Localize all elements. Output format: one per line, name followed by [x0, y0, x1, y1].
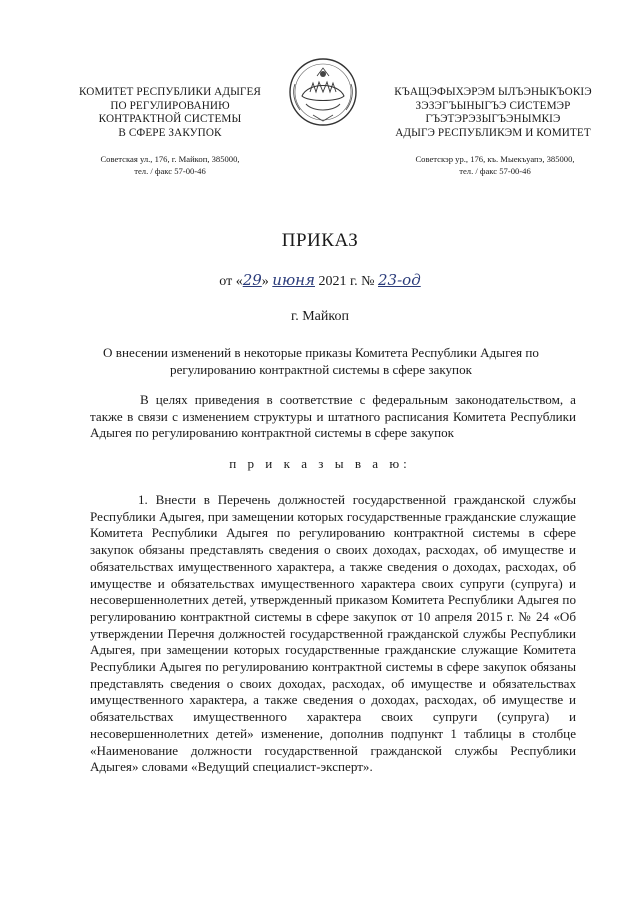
right-address — [380, 153, 610, 177]
left-address — [60, 153, 280, 177]
right-org-line: ГЪЭТЭРЭЗЫГЪЭНЫМКIЭ — [425, 113, 561, 126]
document-title: ПРИКАЗ — [281, 230, 359, 251]
date-month-handwritten: июня — [272, 271, 315, 289]
left-org-line: В СФЕРЕ ЗАКУПОК — [118, 126, 222, 139]
decree-word: п р и к а з ы в а ю: — [229, 456, 411, 471]
date-year: 2021 г. № — [314, 274, 379, 289]
date-prefix: от « — [219, 274, 243, 289]
right-org-line: ЗЭЗЭГЪЫНЫГЪЭ СИСТЕМЭР — [415, 99, 571, 112]
order-number-handwritten: 23-од — [378, 271, 421, 289]
left-org-line: ПО РЕГУЛИРОВАНИЮ — [110, 99, 230, 112]
order-date-number — [0, 271, 640, 290]
left-org-name — [60, 86, 280, 140]
right-org-line: КЪАЩЭФЫХЭРЭМ ЫЛЪЭНЫКЪОКIЭ — [394, 86, 592, 98]
right-org-name — [378, 86, 608, 140]
right-address-line: тел. / факс 57-00-46 — [459, 166, 531, 176]
left-org-line: КОМИТЕТ РЕСПУБЛИКИ АДЫГЕЯ — [79, 86, 261, 98]
right-address-line: Советскэр ур., 176, къ. Мыекъуапэ, 385000, — [415, 154, 575, 164]
right-org-line: АДЫГЭ РЕСПУБЛИКЭМ И КОМИТЕТ — [395, 126, 591, 139]
left-address-line: Советская ул., 176, г. Майкоп, 385000, — [100, 154, 240, 164]
left-org-line: КОНТРАКТНОЙ СИСТЕМЫ — [98, 113, 242, 126]
preamble-paragraph: В целях приведения в соответствие с федеральным законодательством, а также в связи с изменением структуры и штатного расписания Комитета Республики Адыгея по регулированию контрактной системы в сфере закупок — [90, 392, 576, 441]
left-address-line: тел. / факс 57-00-46 — [134, 166, 206, 176]
adygea-emblem-icon — [280, 52, 366, 132]
date-mid: » — [261, 274, 273, 289]
city: г. Майкоп — [291, 309, 349, 324]
document-subject: О внесении изменений в некоторые приказы Комитета Республики Адыгея по регулированию контрактной системы в сфере закупок — [103, 345, 539, 377]
item-1-paragraph: 1. Внести в Перечень должностей государственной гражданской службы Республики Адыгея, при замещении которых государственные гражданские служащие Комитета Республики Адыгея по регулированию контрактной системы в сфере закупок обязаны представлять сведения о своих доходах, расходах, об имуществе и обязательствах имущественного характера, а также сведения о доходах, расходах, об имуществе и обязательствах имущественного характера своих супруги (супруга) и несовершеннолетних детей, утвержденный приказом Комитета Республики Адыгея по регулированию контрактной системы в сфере закупок от 10 апреля 2015 г. № 24 «Об утверждении Перечня должностей государственной гражданской службы Республики Адыгея, при замещении которых государственные гражданские служащие Комитета Республики Адыгея по регулированию контрактной системы в сфере закупок обязаны представлять сведения о своих доходах, расходах, об имуществе и обязательствах имущественного характера, а также сведения о доходах, расходах, об имуществе и обязательствах имущественного характера своих супруги (супруга) и несовершеннолетних детей» изменение, дополнив подпункт 1 таблицы в столбце «Наименование должности государственной гражданской службы Республики Адыгея» словами «Ведущий специалист-эксперт». — [90, 492, 576, 775]
date-day-handwritten: 29 — [242, 271, 262, 289]
